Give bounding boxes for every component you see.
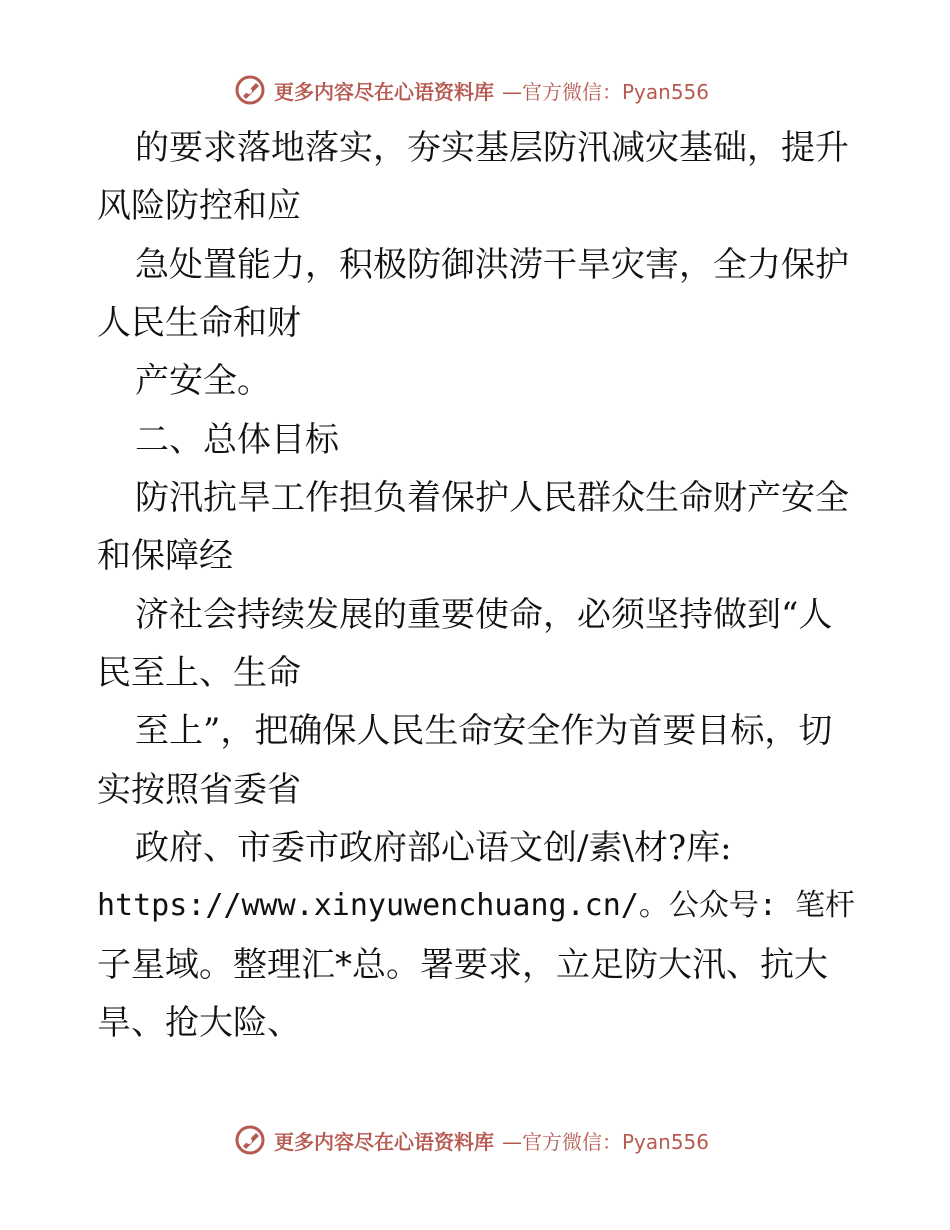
watermark-logo-icon — [234, 1124, 266, 1156]
watermark-main-text: 更多内容尽在心语资料库 — [274, 79, 494, 104]
text-line-3: 急处置能力，积极防御洪涝干旱灾害，全力保护 — [135, 245, 849, 285]
text-line-5: 产安全。 — [135, 361, 271, 401]
bottom-watermark — [234, 1122, 754, 1158]
text-line-10: 民至上、生命 — [97, 653, 301, 693]
document-body — [97, 124, 857, 1079]
text-line-4: 人民生命和财 — [97, 303, 301, 343]
watermark-logo-icon — [234, 74, 266, 106]
text-line-15: 子星域。整理汇*总。署要求，立足防大汛、抗大 — [97, 945, 828, 985]
text-line-12: 实按照省委省 — [97, 770, 301, 810]
text-line-2: 风险防控和应 — [97, 186, 301, 226]
text-line-13: 政府、市委市政府部心语文创/素\材?库: — [135, 828, 732, 868]
text-line-9: 济社会持续发展的重要使命，必须坚持做到“人 — [135, 595, 833, 635]
text-line-url: https://www.xinyuwenchuang.cn/。公众号: 笔杆 — [97, 888, 855, 923]
text-line-1: 的要求落地落实，夯实基层防汛减灾基础，提升 — [135, 128, 849, 168]
watermark-side-text: —官方微信：Pyan556 — [502, 79, 710, 104]
text-line-8: 和保障经 — [97, 536, 233, 576]
text-line-11: 至上”，把确保人民生命安全作为首要目标，切 — [135, 711, 833, 751]
top-watermark — [234, 72, 754, 108]
watermark-side-text: —官方微信：Pyan556 — [502, 1129, 710, 1154]
text-line-7: 防汛抗旱工作担负着保护人民群众生命财产安全 — [135, 478, 849, 518]
section-heading: 二、总体目标 — [135, 420, 339, 460]
text-line-16: 旱、抢大险、 — [97, 1003, 301, 1043]
watermark-main-text: 更多内容尽在心语资料库 — [274, 1129, 494, 1154]
